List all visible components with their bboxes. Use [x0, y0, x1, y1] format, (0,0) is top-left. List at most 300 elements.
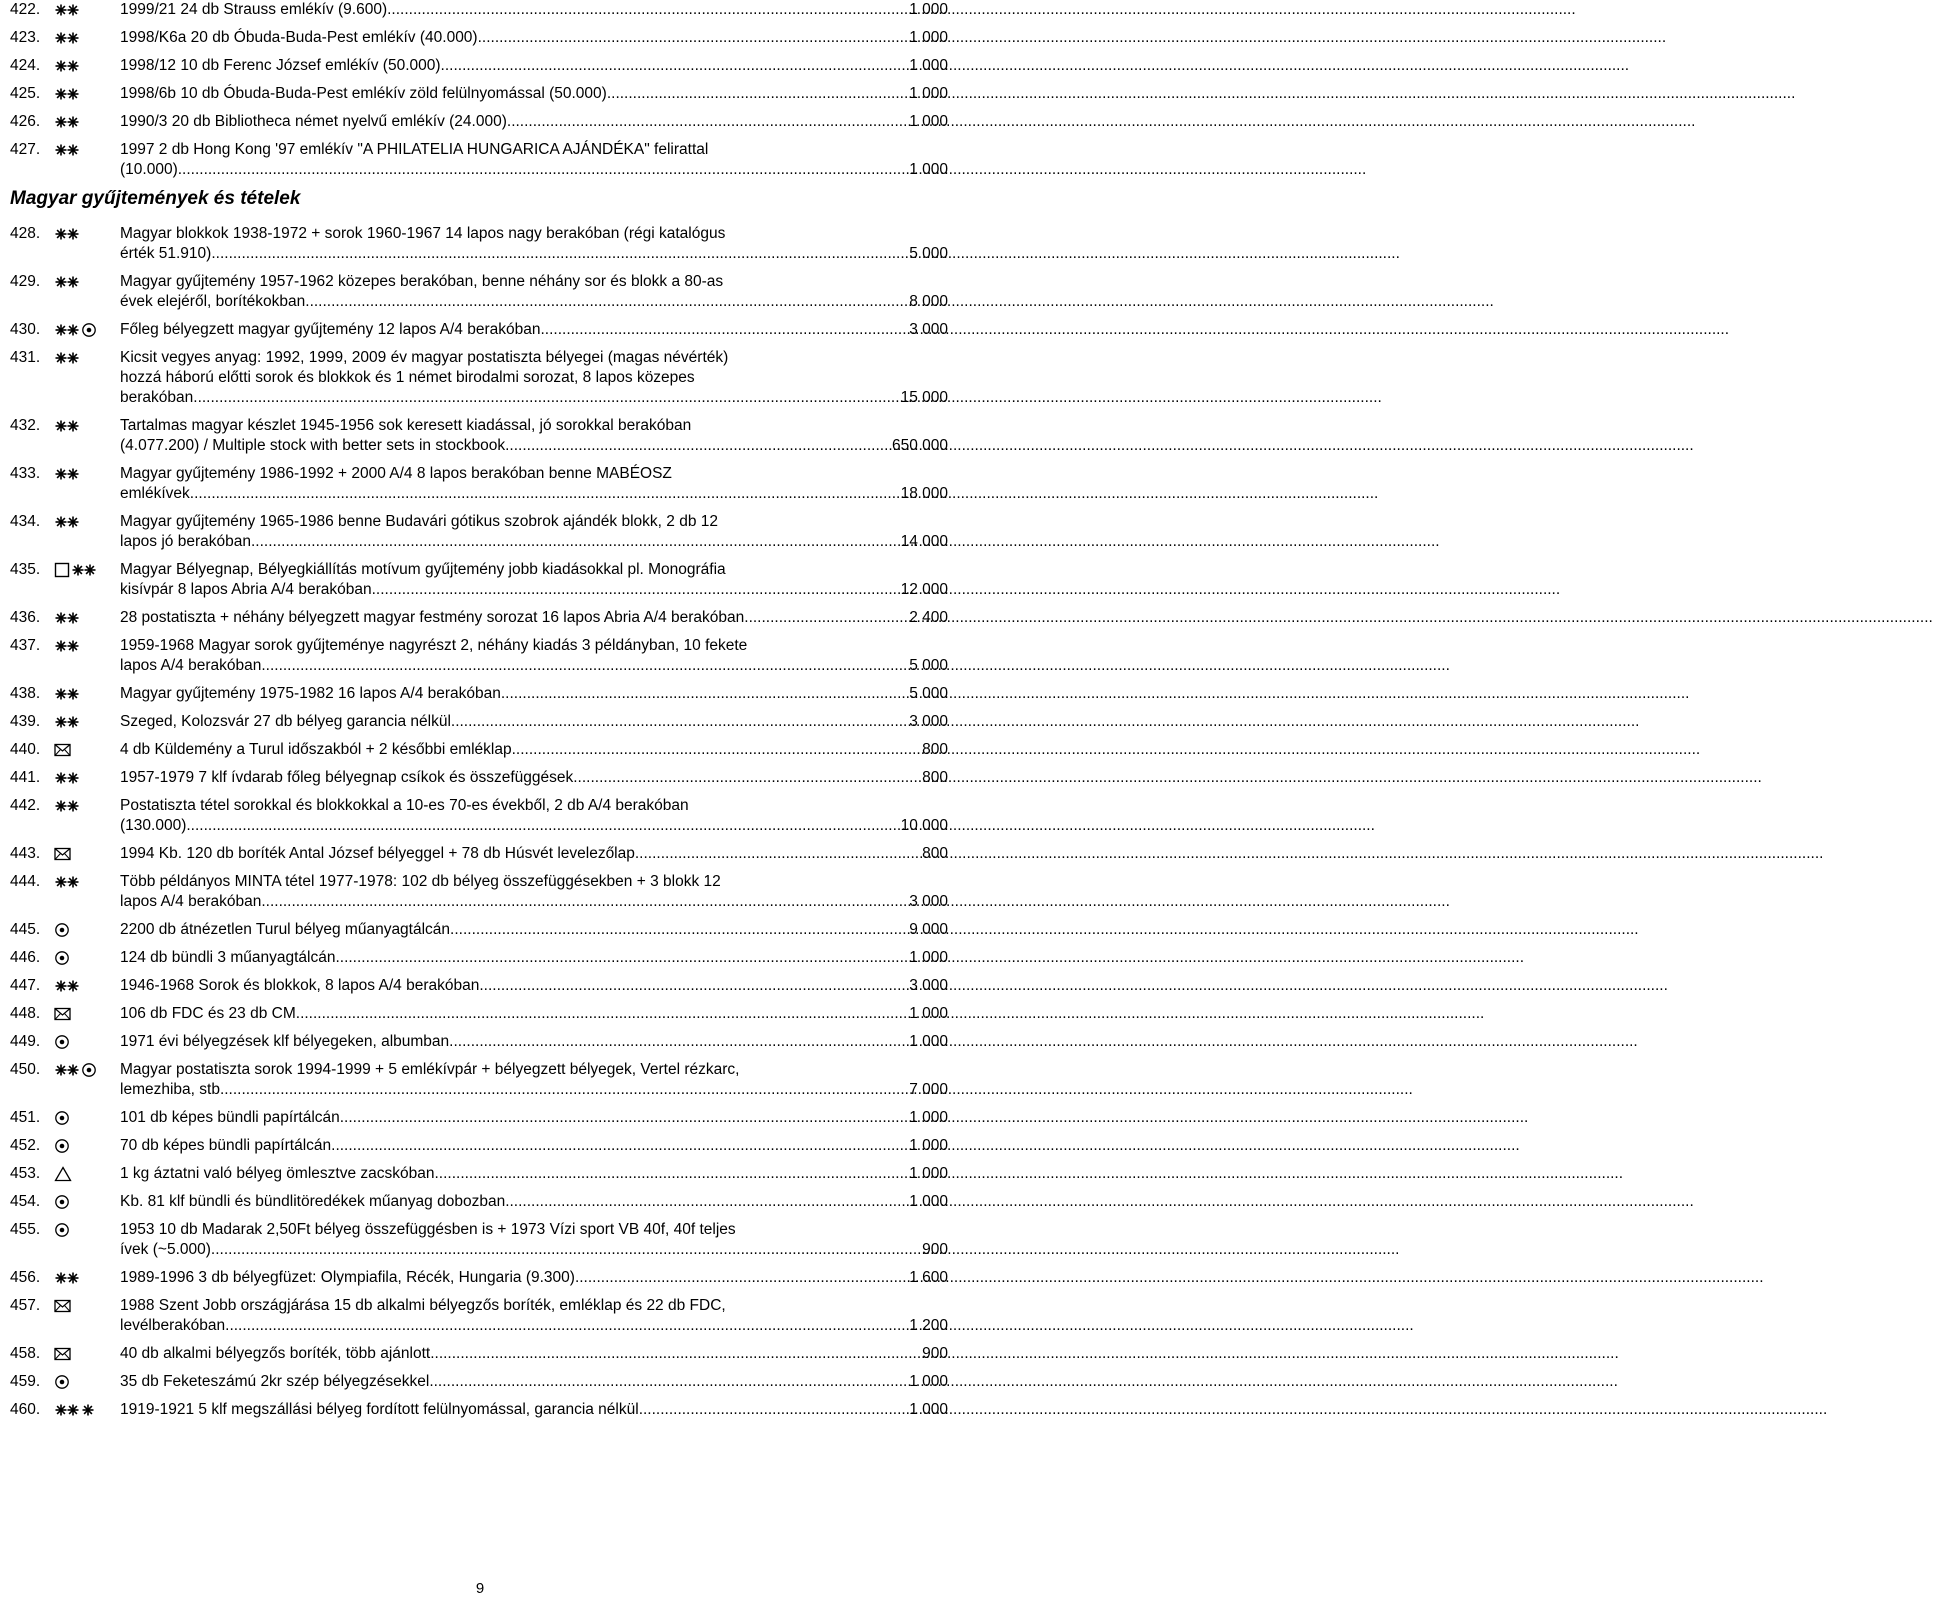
- lot-icons: [54, 768, 80, 788]
- lot-icons: [54, 1344, 72, 1364]
- lot-description: [120, 1296, 948, 1336]
- catalog-page: [0, 0, 960, 1604]
- lot-text: 1989-1996 3 db bélyegfüzet: Olympiafila, Récék, Hungaria (9.300): [120, 1269, 575, 1286]
- lot-number: 431.: [10, 349, 41, 366]
- lot-number: 457.: [10, 1297, 41, 1314]
- lot-icons: [54, 740, 72, 760]
- double-star-icon: [54, 799, 80, 813]
- double-star-icon: [54, 275, 80, 289]
- lot-number: 455.: [10, 1221, 41, 1238]
- lot-text: 1999/21 24 db Strauss emlékív (9.600): [120, 1, 388, 18]
- lot-description: [120, 272, 948, 312]
- lot-text: 35 db Feketeszámú 2kr szép bélyegzésekkel: [120, 1373, 430, 1390]
- lot-price: 12 000: [900, 581, 948, 598]
- lot-text: 1 kg áztatni való bélyeg ömlesztve zacskóban: [120, 1165, 435, 1182]
- lot-text: 1994 Kb. 120 db boríték Antal József bélyeggel + 78 db Húsvét levelezőlap: [120, 845, 635, 862]
- lot-description: [120, 1136, 948, 1156]
- double-star-icon: [54, 771, 80, 785]
- lot-description: [120, 872, 948, 912]
- lot-text: 106 db FDC és 23 db CM: [120, 1005, 296, 1022]
- lot-price: 1 000: [909, 1137, 948, 1154]
- triangle-icon: [54, 1166, 72, 1182]
- lot-text: 1997 2 db Hong Kong '97 emlékív "A PHILATELIA HUNGARICA AJÁNDÉKA" felirattal: [120, 141, 709, 158]
- circle-stamp-icon: [54, 1110, 70, 1126]
- section-heading: Magyar gyűjtemények és tételek: [10, 188, 301, 209]
- lot-text: 1998/6b 10 db Óbuda-Buda-Pest emlékív zöld felülnyomással (50.000): [120, 85, 607, 102]
- envelope-icon: [54, 1007, 72, 1021]
- lot-text: lapos A/4 berakóban: [120, 657, 262, 674]
- lot-description: [120, 1060, 948, 1100]
- lot-text: Kicsit vegyes anyag: 1992, 1999, 2009 év magyar postatiszta bélyegei (magas névérték): [120, 349, 729, 366]
- lot-text: Kb. 81 klf bündli és bündlitöredékek műanyag dobozban: [120, 1193, 506, 1210]
- lot-icons: [54, 1372, 70, 1392]
- double-star-icon: [54, 419, 80, 433]
- lot-text: Magyar gyűjtemény 1986-1992 + 2000 A/4 8 lapos berakóban benne MABÉOSZ: [120, 465, 672, 482]
- lot-price: 1 000: [909, 1373, 948, 1390]
- circle-stamp-icon: [54, 1034, 70, 1050]
- lot-text: Főleg bélyegzett magyar gyűjtemény 12 lapos A/4 berakóban: [120, 321, 541, 338]
- lot-description: [120, 1108, 948, 1128]
- lot-price: 9 000: [909, 921, 948, 938]
- double-star-icon: [54, 1271, 80, 1285]
- lot-icons: [54, 796, 80, 816]
- lot-text: 1998/12 10 db Ferenc József emlékív (50.000): [120, 57, 441, 74]
- dot-leader: [331, 1136, 909, 1156]
- circle-stamp-icon: [54, 950, 70, 966]
- lot-icons: [54, 1164, 72, 1184]
- lot-row: [10, 1268, 960, 1288]
- lot-text: 1971 évi bélyegzések klf bélyegeken, albumban: [120, 1033, 450, 1050]
- lot-price: 1 000: [909, 57, 948, 74]
- lot-number: 452.: [10, 1137, 41, 1154]
- dot-leader: [335, 948, 909, 968]
- double-star-icon: [54, 87, 80, 101]
- lot-row: [10, 1344, 960, 1364]
- lot-description: [120, 560, 948, 600]
- lot-number: 433.: [10, 465, 41, 482]
- lot-icons: [54, 464, 80, 484]
- lot-icons: [54, 1032, 70, 1052]
- lot-row: [10, 320, 960, 340]
- dot-leader: [540, 320, 909, 340]
- lot-row: [10, 512, 960, 552]
- dot-leader: [507, 112, 909, 132]
- lot-icons: [54, 872, 80, 892]
- lot-number: 460.: [10, 1401, 41, 1418]
- lot-row: [10, 140, 960, 180]
- lot-price: 5 000: [909, 685, 948, 702]
- lot-price: 3 000: [909, 321, 948, 338]
- circle-stamp-icon: [54, 1222, 70, 1238]
- lot-row: [10, 684, 960, 704]
- dot-leader: [305, 292, 909, 312]
- lot-text: (10.000): [120, 161, 178, 178]
- lot-price: 800: [922, 741, 948, 758]
- lot-icons: [54, 1220, 70, 1240]
- circle-stamp-icon: [54, 1194, 70, 1210]
- lot-text: 1953 10 db Madarak 2,50Ft bélyeg összefüggésben is + 1973 Vízi sport VB 40f, 40f teljes: [120, 1221, 736, 1238]
- lot-description: [120, 1164, 948, 1184]
- double-star-icon: [54, 979, 80, 993]
- dot-leader: [225, 1316, 909, 1336]
- lot-description: [120, 112, 948, 132]
- dot-leader: [639, 1400, 910, 1420]
- dot-leader: [186, 816, 900, 836]
- lot-description: [120, 1400, 948, 1420]
- dot-leader: [178, 160, 909, 180]
- double-star-icon: [54, 3, 80, 17]
- lot-icons: [54, 0, 80, 20]
- lot-number: 428.: [10, 225, 41, 242]
- lot-text: (130.000): [120, 817, 187, 834]
- lot-row: [10, 348, 960, 408]
- dot-leader: [211, 1240, 922, 1260]
- dot-leader: [434, 1164, 909, 1184]
- lot-list: [10, 0, 960, 1428]
- lot-price: 7 000: [909, 1081, 948, 1098]
- lot-icons: [54, 1268, 80, 1288]
- double-star-icon: [71, 563, 97, 577]
- dot-leader: [635, 844, 922, 864]
- lot-price: 1 000: [909, 1109, 948, 1126]
- dot-leader: [450, 920, 909, 940]
- lot-text: Több példányos MINTA tétel 1977-1978: 102 db bélyeg összefüggésekben + 3 blokk 12: [120, 873, 721, 890]
- lot-icons: [54, 1400, 95, 1420]
- lot-number: 453.: [10, 1165, 41, 1182]
- lot-number: 441.: [10, 769, 41, 786]
- lot-row: [10, 272, 960, 312]
- circle-stamp-icon: [54, 1138, 70, 1154]
- envelope-icon: [54, 743, 72, 757]
- double-star-icon: [54, 515, 80, 529]
- lot-icons: [54, 320, 97, 340]
- lot-icons: [54, 28, 80, 48]
- lot-text: 70 db képes bündli papírtálcán: [120, 1137, 332, 1154]
- lot-icons: [54, 560, 97, 580]
- lot-row: [10, 224, 960, 264]
- lot-icons: [54, 844, 72, 864]
- lot-text: 2200 db átnézetlen Turul bélyeg műanyagtálcán: [120, 921, 451, 938]
- dot-leader: [451, 712, 909, 732]
- lot-row: [10, 796, 960, 836]
- lot-row: [10, 976, 960, 996]
- lot-number: 422.: [10, 1, 41, 18]
- lot-description: [120, 796, 948, 836]
- lot-description: [120, 740, 948, 760]
- dot-leader: [512, 740, 923, 760]
- lot-row: [10, 1372, 960, 1392]
- lot-price: 900: [922, 1241, 948, 1258]
- lot-text: 1946-1968 Sorok és blokkok, 8 lapos A/4 berakóban: [120, 977, 480, 994]
- dot-leader: [505, 436, 892, 456]
- dot-leader: [190, 484, 901, 504]
- lot-text: Tartalmas magyar készlet 1945-1956 sok keresett kiadással, jó sorokkal berakóban: [120, 417, 692, 434]
- lot-text: ívek (~5.000): [120, 1241, 211, 1258]
- lot-text: 1919-1921 5 klf megszállási bélyeg fordított felülnyomással, garancia nélkül: [120, 1401, 639, 1418]
- lot-number: 447.: [10, 977, 41, 994]
- lot-price: 8 000: [909, 293, 948, 310]
- dot-leader: [211, 244, 909, 264]
- lot-number: 444.: [10, 873, 41, 890]
- lot-number: 450.: [10, 1061, 41, 1078]
- lot-row: [10, 1220, 960, 1260]
- lot-icons: [54, 948, 70, 968]
- lot-text: évek elejéről, borítékokban: [120, 293, 306, 310]
- lot-text: hozzá háború előtti sorok és blokkok és 1 német birodalmi sorozat, 8 lapos közepes: [120, 369, 695, 386]
- lot-icons: [54, 1192, 70, 1212]
- lot-text: 1990/3 20 db Bibliotheca német nyelvű emlékív (24.000): [120, 113, 507, 130]
- double-star-icon: [54, 1403, 80, 1417]
- lot-number: 440.: [10, 741, 41, 758]
- lot-text: 101 db képes bündli papírtálcán: [120, 1109, 340, 1126]
- dot-leader: [261, 656, 909, 676]
- lot-icons: [54, 348, 80, 368]
- lot-price: 10 000: [900, 817, 948, 834]
- lot-text: (4.077.200) / Multiple stock with better sets in stockbook: [120, 437, 506, 454]
- lot-description: [120, 768, 948, 788]
- lot-text: Postatiszta tétel sorokkal és blokkokkal a 10-es 70-es évekből, 2 db A/4 berakóban: [120, 797, 689, 814]
- lot-row: [10, 872, 960, 912]
- lot-icons: [54, 1136, 70, 1156]
- lot-description: [120, 608, 948, 628]
- lot-number: 448.: [10, 1005, 41, 1022]
- lot-row: [10, 416, 960, 456]
- dot-leader: [441, 56, 910, 76]
- lot-icons: [54, 920, 70, 940]
- lot-row: [10, 1108, 960, 1128]
- lot-description: [120, 464, 948, 504]
- lot-price: 1 000: [909, 1401, 948, 1418]
- lot-number: 439.: [10, 713, 41, 730]
- lot-price: 1 200: [909, 1317, 948, 1334]
- envelope-icon: [54, 847, 72, 861]
- lot-price: 1 000: [909, 29, 948, 46]
- lot-row: [10, 56, 960, 76]
- lot-row: [10, 84, 960, 104]
- lot-row: [10, 768, 960, 788]
- lot-text: Magyar gyűjtemény 1957-1962 közepes berakóban, benne néhány sor és blokk a 80-as: [120, 273, 724, 290]
- page-number: 9: [475, 1580, 485, 1597]
- lot-icons: [54, 416, 80, 436]
- double-star-icon: [54, 687, 80, 701]
- lot-text: 1959-1968 Magyar sorok gyűjteménye nagyrészt 2, néhány kiadás 3 példányban, 10 fekete: [120, 637, 748, 654]
- double-star-icon: [54, 115, 80, 129]
- double-star-icon: [54, 875, 80, 889]
- circle-stamp-icon: [54, 922, 70, 938]
- lot-price: 15 000: [900, 389, 948, 406]
- lot-icons: [54, 684, 80, 704]
- lot-text: berakóban: [120, 389, 194, 406]
- lot-price: 1 000: [909, 85, 948, 102]
- lot-number: 426.: [10, 113, 41, 130]
- lot-description: [120, 684, 948, 704]
- circle-stamp-icon: [81, 1062, 97, 1078]
- lot-icons: [54, 140, 80, 160]
- lot-number: 449.: [10, 1033, 41, 1050]
- lot-description: [120, 1344, 948, 1364]
- lot-description: [120, 948, 948, 968]
- lot-icons: [54, 1108, 70, 1128]
- lot-description: [120, 636, 948, 676]
- lot-text: Szeged, Kolozsvár 27 db bélyeg garancia nélkül: [120, 713, 451, 730]
- lot-icons: [54, 512, 80, 532]
- lot-icons: [54, 712, 80, 732]
- double-star-icon: [54, 227, 80, 241]
- lot-row: [10, 844, 960, 864]
- double-star-icon: [54, 611, 80, 625]
- double-star-icon: [54, 351, 80, 365]
- lot-number: 436.: [10, 609, 41, 626]
- lot-description: [120, 976, 948, 996]
- lot-price: 14 000: [900, 533, 948, 550]
- lot-description: [120, 56, 948, 76]
- lot-icons: [54, 976, 80, 996]
- lot-description: [120, 1220, 948, 1260]
- dot-leader: [261, 892, 909, 912]
- lot-icons: [54, 56, 80, 76]
- lot-description: [120, 512, 948, 552]
- circle-stamp-icon: [54, 1374, 70, 1390]
- lot-description: [120, 1192, 948, 1212]
- lot-number: 435.: [10, 561, 41, 578]
- lot-number: 429.: [10, 273, 41, 290]
- lot-text: Magyar gyűjtemény 1965-1986 benne Budavári gótikus szobrok ajándék blokk, 2 db 12: [120, 513, 718, 530]
- lot-text: 1957-1979 7 klf ívdarab főleg bélyegnap csíkok és összefüggések: [120, 769, 574, 786]
- lot-row: [10, 0, 960, 20]
- lot-text: 40 db alkalmi bélyegzős boríték, több ajánlott: [120, 1345, 431, 1362]
- lot-description: [120, 1268, 948, 1288]
- lot-number: 423.: [10, 29, 41, 46]
- dot-leader: [573, 768, 922, 788]
- lot-number: 456.: [10, 1269, 41, 1286]
- lot-number: 454.: [10, 1193, 41, 1210]
- lot-number: 437.: [10, 637, 41, 654]
- lot-description: [120, 320, 948, 340]
- lot-row: [10, 1192, 960, 1212]
- lot-text: Magyar Bélyegnap, Bélyegkiállítás motívum gyűjtemény jobb kiadásokkal pl. Monográfia: [120, 561, 726, 578]
- lot-text: emlékívek: [120, 485, 190, 502]
- lot-row: [10, 608, 960, 628]
- envelope-icon: [54, 1299, 72, 1313]
- dot-leader: [501, 684, 909, 704]
- lot-text: 4 db Küldemény a Turul időszakból + 2 későbbi emléklap: [120, 741, 512, 758]
- dot-leader: [430, 1344, 922, 1364]
- lot-row: [10, 1296, 960, 1336]
- lot-row: [10, 1032, 960, 1052]
- lot-row: [10, 1004, 960, 1024]
- lot-price: 1 000: [909, 1005, 948, 1022]
- dot-leader: [387, 0, 909, 20]
- lot-description: [120, 1004, 948, 1024]
- lot-row: [10, 636, 960, 676]
- double-star-icon: [54, 143, 80, 157]
- lot-description: [120, 416, 948, 456]
- lot-icons: [54, 608, 80, 628]
- lot-icons: [54, 1296, 72, 1316]
- lot-row: [10, 712, 960, 732]
- dot-leader: [429, 1372, 909, 1392]
- lot-row: [10, 1136, 960, 1156]
- lot-text: Magyar gyűjtemény 1975-1982 16 lapos A/4 berakóban: [120, 685, 501, 702]
- lot-number: 432.: [10, 417, 41, 434]
- lot-row: [10, 1060, 960, 1100]
- dot-leader: [575, 1268, 909, 1288]
- lot-icons: [54, 272, 80, 292]
- lot-text: levélberakóban: [120, 1317, 226, 1334]
- lot-row: [10, 560, 960, 600]
- lot-text: 1988 Szent Jobb országjárása 15 db alkalmi bélyegzős boríték, emléklap és 22 db FDC,: [120, 1297, 726, 1314]
- double-star-icon: [54, 639, 80, 653]
- lot-description: [120, 0, 948, 20]
- lot-price: 800: [922, 845, 948, 862]
- lot-description: [120, 920, 948, 940]
- lot-icons: [54, 636, 80, 656]
- lot-price: 1 000: [909, 113, 948, 130]
- lot-icons: [54, 112, 80, 132]
- lot-description: [120, 348, 948, 408]
- lot-text: 28 postatiszta + néhány bélyegzett magyar festmény sorozat 16 lapos Abria A/4 berakóban: [120, 609, 745, 626]
- lot-row: [10, 948, 960, 968]
- lot-price: 5 000: [909, 657, 948, 674]
- dot-leader: [479, 976, 909, 996]
- lot-text: 124 db bündli 3 műanyagtálcán: [120, 949, 336, 966]
- lot-row: [10, 28, 960, 48]
- lot-text: Magyar postatiszta sorok 1994-1999 + 5 emlékívpár + bélyegzett bélyegek, Vertel rézkarc,: [120, 1061, 740, 1078]
- star-icon: [81, 1403, 95, 1417]
- lot-price: 3 000: [909, 893, 948, 910]
- lot-text: érték 51.910): [120, 245, 212, 262]
- lot-price: 3 000: [909, 713, 948, 730]
- lot-price: 1 000: [909, 949, 948, 966]
- lot-number: 446.: [10, 949, 41, 966]
- lot-price: 1 600: [909, 1269, 948, 1286]
- lot-text: kisívpár 8 lapos Abria A/4 berakóban: [120, 581, 372, 598]
- dot-leader: [251, 532, 901, 552]
- lot-row: [10, 1400, 960, 1420]
- lot-description: [120, 224, 948, 264]
- lot-price: 2 400: [909, 609, 948, 626]
- lot-number: 427.: [10, 141, 41, 158]
- double-star-icon: [54, 715, 80, 729]
- dot-leader: [478, 28, 910, 48]
- lot-price: 1 000: [909, 1165, 948, 1182]
- lot-number: 430.: [10, 321, 41, 338]
- lot-price: 1 000: [909, 1033, 948, 1050]
- lot-icons: [54, 1060, 97, 1080]
- lot-row: [10, 464, 960, 504]
- lot-text: lapos A/4 berakóban: [120, 893, 262, 910]
- double-star-icon: [54, 323, 80, 337]
- double-star-icon: [54, 59, 80, 73]
- lot-number: 425.: [10, 85, 41, 102]
- dot-leader: [340, 1108, 909, 1128]
- lot-row: [10, 112, 960, 132]
- circle-stamp-icon: [81, 322, 97, 338]
- lot-description: [120, 140, 948, 180]
- lot-number: 451.: [10, 1109, 41, 1126]
- dot-leader: [296, 1004, 909, 1024]
- lot-price: 3 000: [909, 977, 948, 994]
- lot-text: lemezhiba, stb.: [120, 1081, 225, 1098]
- lot-icons: [54, 224, 80, 244]
- lot-price: 900: [922, 1345, 948, 1362]
- dot-leader: [224, 1080, 909, 1100]
- square-icon: [54, 562, 70, 578]
- dot-leader: [372, 580, 901, 600]
- dot-leader: [744, 608, 909, 628]
- lot-number: 424.: [10, 57, 41, 74]
- lot-description: [120, 712, 948, 732]
